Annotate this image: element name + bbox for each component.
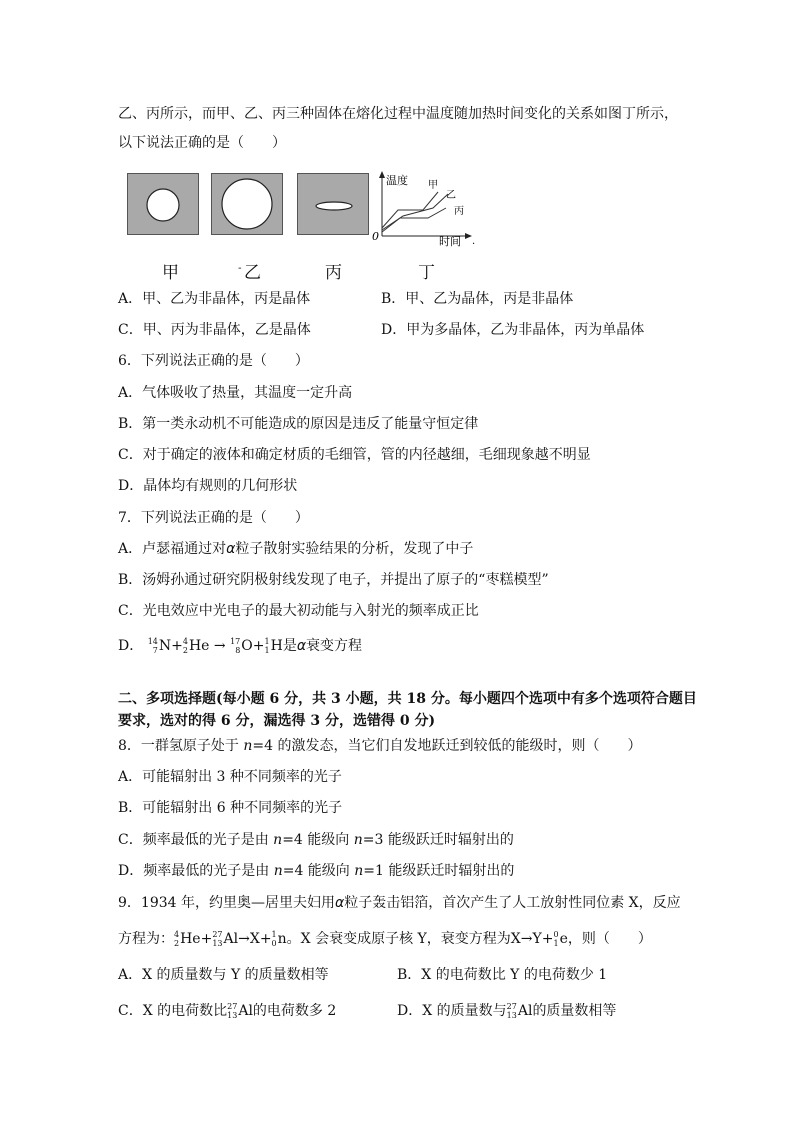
q7-a-pre: A．卢瑟福通过对 (118, 541, 227, 557)
graph-origin: 0 (372, 230, 379, 243)
figure-box-jia (127, 173, 199, 235)
nuclide-e0: 0 1 e (553, 930, 568, 948)
q5-option-a: A．甲、乙为非晶体，丙是晶体 (118, 291, 311, 307)
q9-stem-line-1: 9．1934 年，约里奥—居里夫妇用α粒子轰击铝箔，首次产生了人工放射性同位素 X，反应 (118, 895, 681, 911)
figure-dash-mark: - (238, 263, 242, 274)
q9-option-b: B．X 的电荷数比 Y 的电荷数少 1 (397, 967, 608, 983)
q8-option-d: D．频率最低的光子是由 n=4 能级向 n=1 能级跃迁时辐射出的 (118, 863, 515, 879)
q9-option-c: C．X 的电荷数比 27 13 Al的电荷数多 2 (118, 1002, 337, 1020)
ellipse-shape (298, 174, 368, 234)
q9-option-d: D．X 的质量数与 27 13 Al的质量数相等 (397, 1002, 617, 1020)
q7-option-b: B．汤姆孙通过研究阴极射线发现了电子，并提出了原子的“枣糕模型” (118, 572, 549, 588)
q6-option-b: B．第一类永动机不可能造成的原因是违反了能量守恒定律 (118, 416, 479, 432)
figure-label-yi: 乙 (244, 263, 261, 283)
q9-option-a: A．X 的质量数与 Y 的质量数相等 (118, 967, 329, 983)
q8-option-b: B．可能辐射出 6 种不同频率的光子 (118, 800, 343, 816)
nuclide-al27: 27 13 Al (227, 1002, 253, 1020)
nuclide-n1: 1 0 n (271, 930, 287, 948)
arrow-symbol: → (520, 931, 533, 947)
q7-d-pre: D． (118, 638, 144, 654)
q7-a-post: 粒子散射实验结果的分析，发现了中子 (235, 541, 474, 557)
curve-bing (382, 208, 446, 232)
figure-label-jia: 甲 (162, 263, 179, 283)
small-circle-shape (128, 174, 198, 234)
graph-x-label: 时间 (439, 235, 461, 248)
q7-stem: 7．下列说法正确的是（ ） (118, 510, 309, 526)
q6-option-a: A．气体吸收了热量，其温度一定升高 (118, 385, 353, 401)
nuclide-o17: 17 8 O (230, 637, 253, 655)
temperature-time-graph (368, 170, 480, 248)
nuclide-al27: 27 13 Al (506, 1002, 533, 1020)
figure-label-bing: 丙 (325, 263, 342, 283)
curve-label-yi: 乙 (446, 190, 456, 201)
q8-option-c: C．频率最低的光子是由 n=4 能级向 n=3 能级跃迁时辐射出的 (118, 832, 514, 848)
q7-option-d: D． 14 7 N+ 4 2 He → 17 8 O+ 1 1 H是α衰变方程 (118, 637, 363, 655)
graph-y-label: 温度 (386, 174, 408, 187)
nuclide-h1: 1 1 H (264, 637, 283, 655)
figure-box-bing (297, 173, 369, 235)
arrow-symbol: → (213, 638, 226, 654)
q6-option-c: C．对于确定的液体和确定材质的毛细管，管的内径越细，毛细现象越不明显 (118, 447, 591, 463)
alpha-symbol: α (335, 895, 345, 911)
nuclide-al27: 27 13 Al (212, 930, 239, 948)
arrow-symbol: → (238, 931, 250, 947)
nuclide-he4: 4 2 He (174, 930, 201, 948)
q7-option-a (118, 539, 473, 559)
figure-box-yi (211, 173, 283, 235)
figure-label-ding: 丁 (418, 263, 435, 283)
curve-label-jia: 甲 (428, 180, 438, 191)
nuclide-he4: 4 2 He (182, 637, 210, 655)
intro-line-2: 以下说法正确的是（ ） (118, 135, 286, 151)
curve-label-bing: 丙 (454, 206, 464, 217)
q6-option-d: D．晶体均有规则的几何形状 (118, 478, 298, 494)
alpha-symbol: α (296, 638, 307, 654)
alpha-symbol: α (226, 541, 236, 557)
graph-dot: . (472, 236, 476, 247)
section2-heading-line-2: 要求，选对的得 6 分，漏选得 3 分，选错得 0 分) (118, 713, 436, 729)
intro-line-1: 乙、丙所示，而甲、乙、丙三种固体在熔化过程中温度随加热时间变化的关系如图丁所示， (118, 106, 678, 122)
q5-option-d: D．甲为多晶体，乙为非晶体，丙为单晶体 (381, 322, 645, 338)
q5-option-c: C．甲、丙为非晶体，乙是晶体 (118, 322, 311, 338)
curve-jia (382, 192, 438, 228)
nuclide-n14: 14 7 N (147, 637, 172, 655)
q5-option-b: B．甲、乙为晶体，丙是非晶体 (381, 291, 574, 307)
q9-stem-line-2: 方程为： 4 2 He+ 27 13 Al→X+ 1 0 n。X 会衰变成原子核 Y，衰变方程为X→Y+ 0 1 e，则（ ） (118, 930, 652, 948)
q8-stem: 8．一群氢原子处于 n=4 的激发态，当它们自发地跃迁到较低的能级时，则（ ） (118, 738, 642, 754)
q8-option-a: A．可能辐射出 3 种不同频率的光子 (118, 769, 342, 785)
q7-option-c: C．光电效应中光电子的最大初动能与入射光的频率成正比 (118, 603, 479, 619)
large-circle-shape (212, 174, 282, 234)
section2-heading-line-1: 二、多项选择题(每小题 6 分，共 3 小题，共 18 分。每小题四个选项中有多个选项符合题目 (118, 691, 697, 707)
q6-stem: 6．下列说法正确的是（ ） (118, 353, 309, 369)
